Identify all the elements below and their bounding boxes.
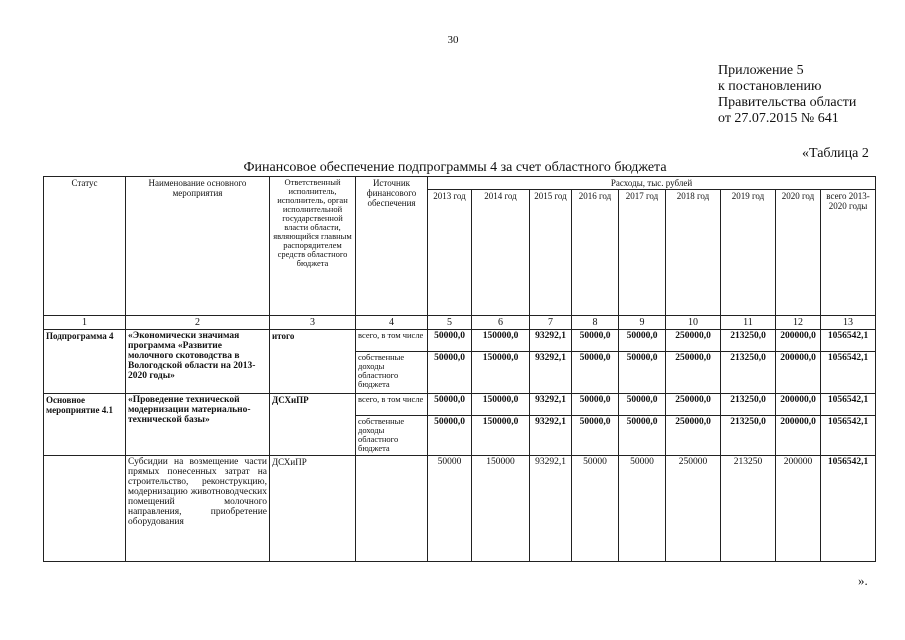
- value-cell: 150000,0: [472, 352, 530, 394]
- header-year: 2015 год: [530, 190, 572, 316]
- value-cell: 50000,0: [428, 416, 472, 456]
- value-cell: 250000,0: [666, 330, 721, 352]
- value-cell: 50000,0: [619, 416, 666, 456]
- table-row: [44, 394, 876, 416]
- value-cell: 250000,0: [666, 394, 721, 416]
- column-index: 11: [721, 316, 776, 330]
- column-index: 9: [619, 316, 666, 330]
- measure-name-cell: Субсидии на возмещение части прямых понесенных затрат на строительство, реконструкцию, модернизацию животноводческих помещений молочного направления, приобретение оборудования: [126, 456, 270, 562]
- header-year: 2014 год: [472, 190, 530, 316]
- executor-cell: итого: [270, 330, 356, 394]
- header-year: 2020 год: [776, 190, 821, 316]
- header-year: 2019 год: [721, 190, 776, 316]
- executor-cell: ДСХиПР: [270, 394, 356, 456]
- value-cell: 50000: [619, 456, 666, 562]
- header-row: [44, 177, 876, 190]
- column-index: 1: [44, 316, 126, 330]
- value-cell: 213250,0: [721, 352, 776, 394]
- total-cell: 1056542,1: [821, 416, 876, 456]
- table-row: [44, 456, 876, 562]
- column-index: 6: [472, 316, 530, 330]
- status-cell: Основное мероприятие 4.1: [44, 394, 126, 456]
- document-title: Финансовое обеспечение подпрограммы 4 за счет областного бюджета: [243, 160, 667, 175]
- total-cell: 1056542,1: [821, 456, 876, 562]
- value-cell: 213250,0: [721, 394, 776, 416]
- value-cell: 150000,0: [472, 330, 530, 352]
- value-cell: 50000,0: [619, 330, 666, 352]
- value-cell: 200000,0: [776, 330, 821, 352]
- value-cell: 50000,0: [619, 394, 666, 416]
- appendix-line: Правительства области: [718, 95, 857, 110]
- source-cell: собственные доходы областного бюджета: [356, 416, 428, 456]
- table-reference: «Таблица 2: [802, 146, 869, 161]
- header-year: 2016 год: [572, 190, 619, 316]
- column-index: 4: [356, 316, 428, 330]
- page-number: 30: [447, 34, 459, 46]
- value-cell: 150000,0: [472, 394, 530, 416]
- status-cell: [44, 456, 126, 562]
- value-cell: 50000,0: [572, 352, 619, 394]
- value-cell: 50000,0: [619, 352, 666, 394]
- executor-cell: ДСХиПР: [270, 456, 356, 562]
- status-cell: Подпрограмма 4: [44, 330, 126, 394]
- total-cell: 1056542,1: [821, 330, 876, 352]
- header-year: 2017 год: [619, 190, 666, 316]
- header-source: Источник финансового обеспечения: [356, 177, 428, 316]
- value-cell: 50000,0: [572, 394, 619, 416]
- value-cell: 50000,0: [428, 352, 472, 394]
- column-index: 7: [530, 316, 572, 330]
- header-executor: Ответственный исполнитель, исполнитель, орган исполнительной государственной власти области, являющийся главным распорядителем средств областного бюджета: [270, 177, 356, 316]
- value-cell: 200000,0: [776, 352, 821, 394]
- value-cell: 213250: [721, 456, 776, 562]
- value-cell: 50000: [428, 456, 472, 562]
- value-cell: 150000,0: [472, 416, 530, 456]
- value-cell: 93292,1: [530, 416, 572, 456]
- value-cell: 50000,0: [572, 330, 619, 352]
- value-cell: 50000,0: [428, 330, 472, 352]
- header-status: Статус: [44, 177, 126, 316]
- appendix-line: от 27.07.2015 № 641: [718, 111, 839, 126]
- column-index: 5: [428, 316, 472, 330]
- total-cell: 1056542,1: [821, 352, 876, 394]
- program-name-cell: «Экономически значимая программа «Развитие молочного скотоводства в Вологодской области на 2013-2020 годы»: [126, 330, 270, 394]
- total-cell: 1056542,1: [821, 394, 876, 416]
- header-year: 2013 год: [428, 190, 472, 316]
- value-cell: 213250,0: [721, 416, 776, 456]
- appendix-block: [718, 63, 856, 127]
- value-cell: 93292,1: [530, 394, 572, 416]
- header-name: Наименование основного мероприятия: [126, 177, 270, 316]
- financing-table: [43, 176, 876, 562]
- column-index: 10: [666, 316, 721, 330]
- column-index: 12: [776, 316, 821, 330]
- value-cell: 200000,0: [776, 394, 821, 416]
- value-cell: 250000: [666, 456, 721, 562]
- value-cell: 50000: [572, 456, 619, 562]
- column-index-row: [44, 316, 876, 330]
- column-index: 3: [270, 316, 356, 330]
- header-total: всего 2013-2020 годы: [821, 190, 876, 316]
- value-cell: 200000,0: [776, 416, 821, 456]
- column-index: 8: [572, 316, 619, 330]
- value-cell: 93292,1: [530, 456, 572, 562]
- column-index: 2: [126, 316, 270, 330]
- closing-quote: ».: [858, 573, 868, 588]
- value-cell: 50000,0: [428, 394, 472, 416]
- activity-name-cell: «Проведение технической модернизации материально-технической базы»: [126, 394, 270, 456]
- value-cell: 93292,1: [530, 352, 572, 394]
- header-expenses: Расходы, тыс. рублей: [428, 177, 876, 190]
- value-cell: 250000,0: [666, 416, 721, 456]
- source-cell: всего, в том числе: [356, 330, 428, 352]
- value-cell: 200000: [776, 456, 821, 562]
- source-cell: всего, в том числе: [356, 394, 428, 416]
- value-cell: 150000: [472, 456, 530, 562]
- value-cell: 93292,1: [530, 330, 572, 352]
- appendix-line: Приложение 5: [718, 63, 804, 78]
- table-row: [44, 330, 876, 352]
- value-cell: 250000,0: [666, 352, 721, 394]
- value-cell: 213250,0: [721, 330, 776, 352]
- source-cell: [356, 456, 428, 562]
- value-cell: 50000,0: [572, 416, 619, 456]
- appendix-line: к постановлению: [718, 79, 822, 94]
- column-index: 13: [821, 316, 876, 330]
- header-year: 2018 год: [666, 190, 721, 316]
- source-cell: собственные доходы областного бюджета: [356, 352, 428, 394]
